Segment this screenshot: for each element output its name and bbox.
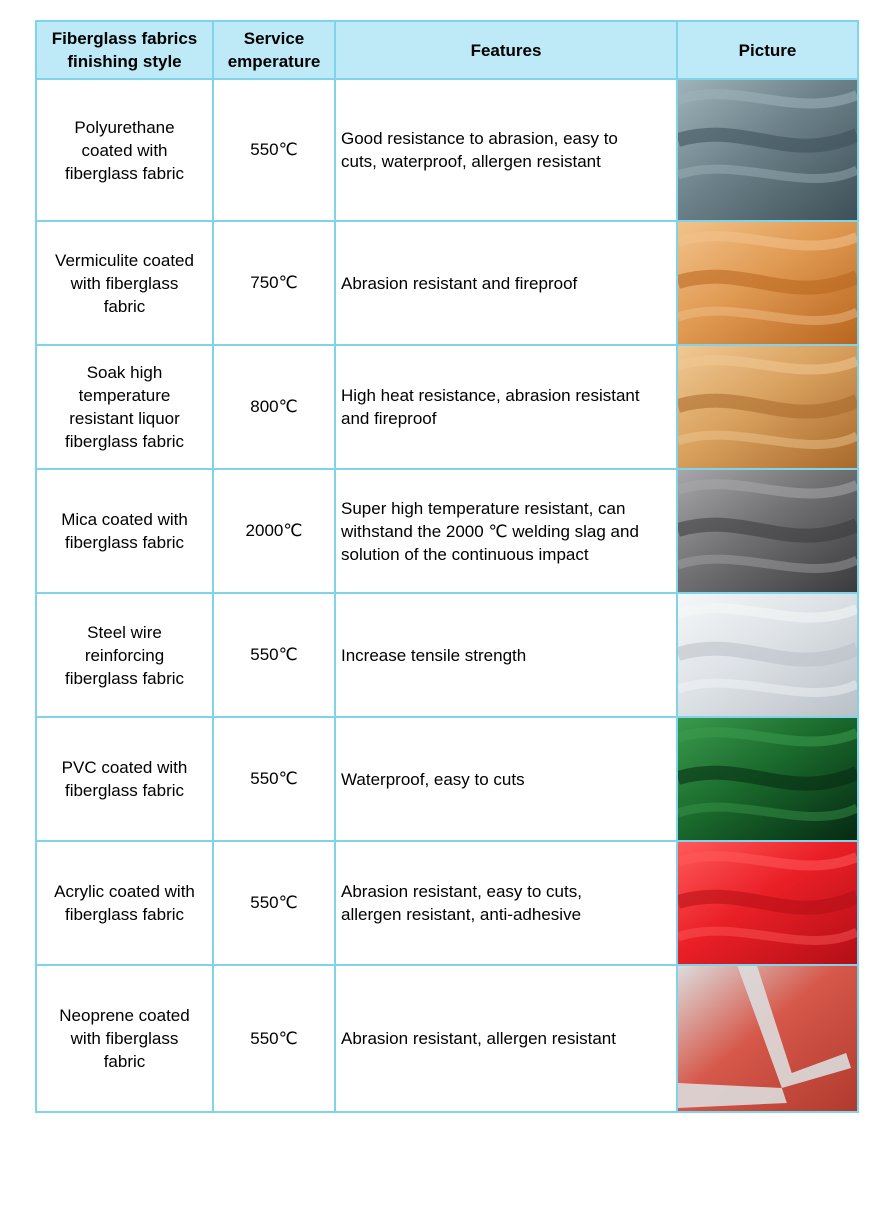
picture-cell (677, 841, 858, 965)
finishing-style-cell (36, 841, 213, 965)
finishing-style-line: fabric (103, 1052, 146, 1071)
finishing-style-line: reinforcing (84, 645, 165, 665)
header-line: finishing style (67, 52, 182, 71)
service-temperature-cell: 550℃ (213, 965, 335, 1112)
features-cell (335, 593, 677, 717)
features-cell (335, 841, 677, 965)
finishing-style-line: fabric (103, 296, 146, 316)
features-line: solution of the continuous impact (341, 544, 589, 564)
features-cell (335, 345, 677, 469)
table-row (36, 345, 858, 469)
finishing-style-line: resistant liquor (69, 409, 180, 428)
service-temperature-cell: 550℃ (213, 593, 335, 717)
finishing-style-line: PVC coated with (61, 758, 188, 777)
header-row (36, 21, 858, 79)
green-fabric-photo (678, 718, 857, 840)
features-line: Waterproof, easy to cuts (341, 769, 525, 789)
service-temperature-cell: 550℃ (213, 841, 335, 965)
tan-fabric-photo (678, 346, 857, 468)
features-line: Increase tensile strength (341, 645, 527, 665)
features-line: withstand the 2000 ℃ welding slag and (341, 521, 639, 541)
header-picture: Picture (677, 21, 858, 79)
features-line: cuts, waterproof, allergen resistant (341, 152, 601, 171)
features-line: High heat resistance, abrasion resistant (341, 386, 640, 405)
finishing-style-line: fiberglass fabric (64, 668, 185, 688)
finishing-style-line: Vermiculite coated (55, 250, 194, 270)
finishing-style-line: fiberglass fabric (64, 432, 185, 451)
picture-cell (677, 221, 858, 345)
finishing-style-line: Acrylic coated with (54, 882, 195, 901)
finishing-style-cell (36, 345, 213, 469)
table-row (36, 841, 858, 965)
table-row (36, 717, 858, 841)
red-neoprene-fabric-with-white-tape-photo (678, 966, 857, 1111)
service-temperature-cell: 550℃ (213, 79, 335, 221)
features-line: Abrasion resistant and fireproof (341, 273, 578, 293)
picture-cell (677, 469, 858, 593)
header-service-temperature (213, 21, 335, 79)
picture-cell (677, 593, 858, 717)
table-row (36, 79, 858, 221)
finishing-style-line: fiberglass fabric (64, 905, 185, 924)
white-fabric-photo (678, 594, 857, 716)
features-line: Abrasion resistant, easy to cuts, (341, 882, 582, 901)
picture-cell (677, 79, 858, 221)
finishing-style-line: fiberglass fabric (64, 163, 185, 183)
features-line: Super high temperature resistant, can (341, 498, 626, 518)
finishing-style-cell (36, 221, 213, 345)
finishing-style-line: with fiberglass (70, 273, 179, 293)
finishing-style-line: temperature (78, 386, 171, 405)
service-temperature-cell: 800℃ (213, 345, 335, 469)
table-row (36, 469, 858, 593)
table-body (36, 79, 858, 1112)
finishing-style-line: Soak high (86, 363, 163, 382)
finishing-style-line: coated with (81, 140, 168, 160)
dark-gray-woven-fabric-photo (678, 80, 857, 220)
finishing-style-line: fiberglass fabric (64, 781, 185, 800)
features-cell (335, 717, 677, 841)
service-temperature-cell: 2000℃ (213, 469, 335, 593)
header-line: Service (243, 29, 305, 48)
features-cell (335, 469, 677, 593)
table-row (36, 965, 858, 1112)
finishing-style-line: with fiberglass (70, 1029, 179, 1048)
finishing-style-line: Steel wire (87, 622, 162, 642)
table-row (36, 593, 858, 717)
features-cell (335, 965, 677, 1112)
orange-fabric-photo (678, 222, 857, 344)
finishing-style-cell (36, 965, 213, 1112)
features-cell (335, 221, 677, 345)
header-finishing-style (36, 21, 213, 79)
finishing-style-line: Polyurethane (74, 117, 175, 137)
header-line: Fiberglass fabrics (51, 29, 198, 48)
picture-cell (677, 717, 858, 841)
service-temperature-cell: 550℃ (213, 717, 335, 841)
features-line: Good resistance to abrasion, easy to (341, 129, 618, 148)
header-line: emperature (227, 52, 321, 71)
finishing-style-line: Mica coated with (61, 510, 188, 529)
picture-cell (677, 345, 858, 469)
gray-fabric-photo (678, 470, 857, 592)
finishing-style-cell (36, 593, 213, 717)
features-cell (335, 79, 677, 221)
finishing-style-cell (36, 717, 213, 841)
finishing-style-line: Neoprene coated (59, 1006, 190, 1025)
finishing-style-cell (36, 79, 213, 221)
table-row (36, 221, 858, 345)
features-line: allergen resistant, anti-adhesive (341, 905, 582, 924)
service-temperature-cell: 750℃ (213, 221, 335, 345)
features-line: Abrasion resistant, allergen resistant (341, 1029, 616, 1048)
fiberglass-fabrics-table (35, 20, 859, 1113)
finishing-style-cell (36, 469, 213, 593)
header-features: Features (335, 21, 677, 79)
picture-cell (677, 965, 858, 1112)
finishing-style-line: fiberglass fabric (64, 533, 185, 552)
red-fabric-photo (678, 842, 857, 964)
features-line: and fireproof (341, 409, 437, 428)
